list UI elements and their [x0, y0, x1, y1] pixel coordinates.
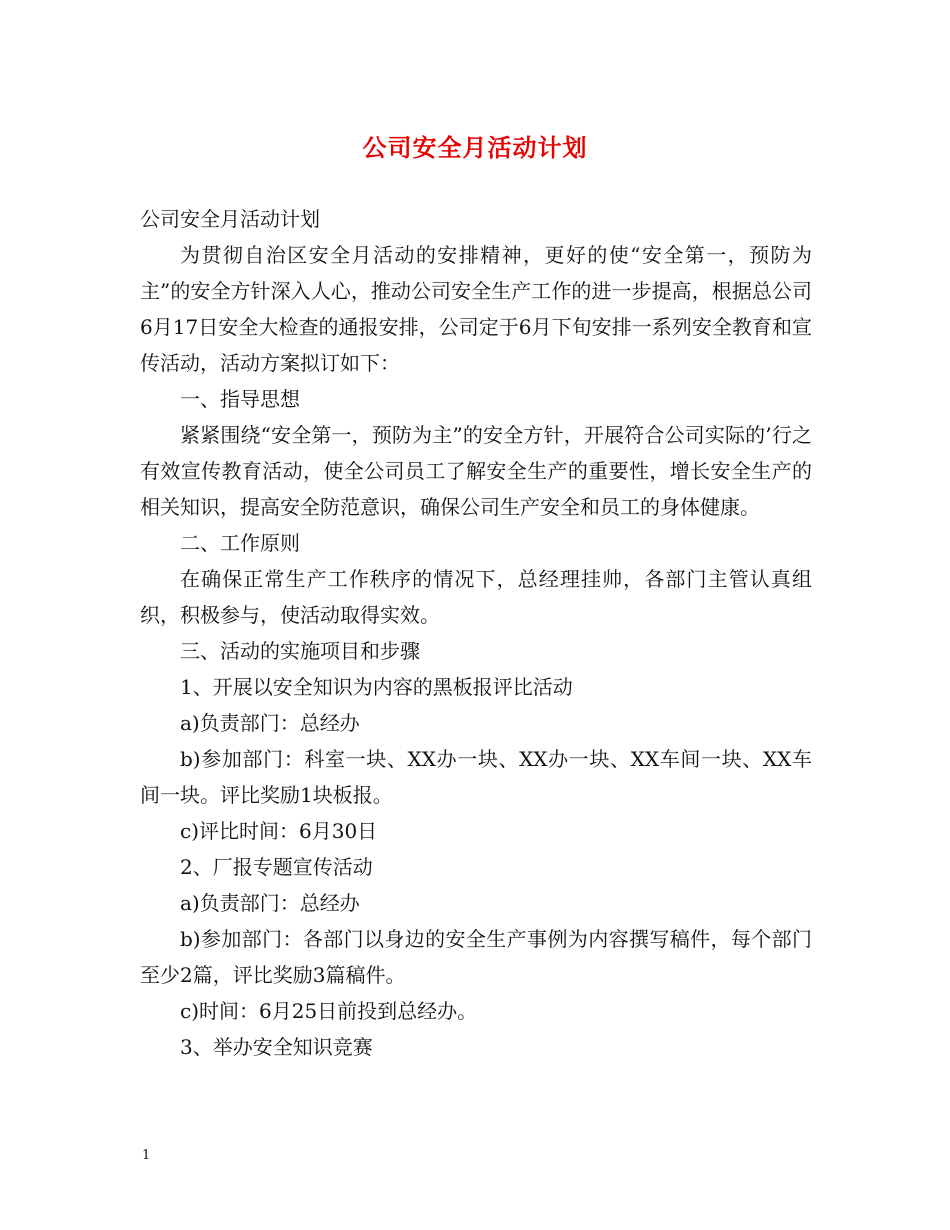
page-number: 1	[142, 1148, 151, 1163]
list-item: b)参加部门：科室一块、XX办一块、XX办一块、XX车间一块、XX车间一块。评比奖励1块板报。	[140, 747, 812, 807]
paragraph: 公司安全月活动计划	[140, 207, 320, 231]
list-item: a)负责部门：总经办	[180, 891, 360, 915]
list-item: a)负责部门：总经办	[180, 711, 360, 735]
list-item: c)时间：6月25日前投到总经办。	[180, 999, 478, 1023]
section-heading: 二、工作原则	[180, 531, 300, 555]
document-body	[140, 201, 812, 1065]
paragraph: 为贯彻自治区安全月活动的安排精神，更好的使“安全第一，预防为主”的安全方针深入人心，推动公司安全生产工作的进一步提高，根据总公司6月17日安全大检查的通报安排，公司定于6月下旬安排一系列安全教育和宣传活动，活动方案拟订如下：	[140, 243, 812, 375]
document-title: 公司安全月活动计划	[362, 133, 588, 162]
list-item: 1、开展以安全知识为内容的黑板报评比活动	[180, 675, 573, 699]
list-item: c)评比时间：6月30日	[180, 819, 378, 843]
list-item: 2、厂报专题宣传活动	[180, 855, 373, 879]
list-item: 3、举办安全知识竞赛	[180, 1035, 373, 1059]
section-heading: 三、活动的实施项目和步骤	[180, 639, 420, 663]
section-heading: 一、指导思想	[180, 387, 300, 411]
list-item: b)参加部门：各部门以身边的安全生产事例为内容撰写稿件，每个部门至少2篇，评比奖励3篇稿件。	[140, 927, 812, 987]
paragraph: 在确保正常生产工作秩序的情况下，总经理挂帅，各部门主管认真组织，积极参与，使活动取得实效。	[140, 567, 812, 627]
paragraph: 紧紧围绕“安全第一，预防为主”的安全方针，开展符合公司实际的’行之有效宣传教育活动，使全公司员工了解安全生产的重要性，增长安全生产的相关知识，提高安全防范意识，确保公司生产安全和员工的身体健康。	[140, 423, 812, 519]
